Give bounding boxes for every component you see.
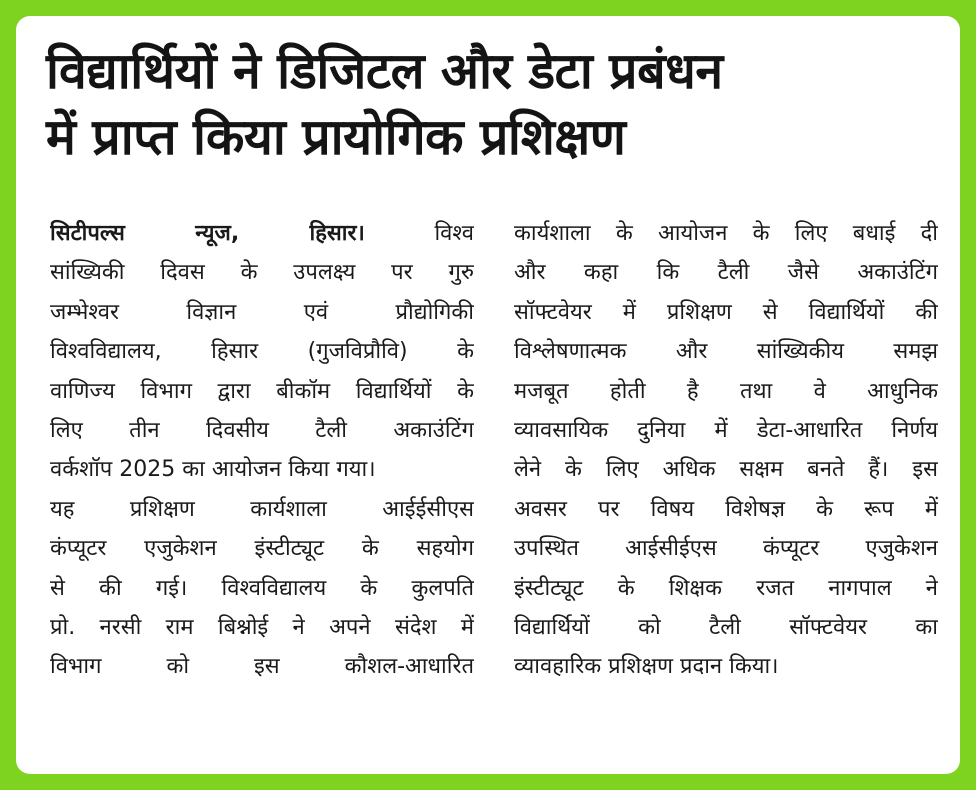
article-line: उपस्थित आईसीईएस कंप्यूटर एजुकेशन (514, 536, 938, 562)
article-line: इंस्टीट्यूट के शिक्षक रजत नागपाल ने (514, 575, 938, 601)
article-line: विभाग को इस कौशल-आधारित (50, 654, 474, 680)
headline-line-2: में प्राप्त किया प्रायोगिक प्रशिक्षण (46, 108, 626, 166)
article-line: सॉफ्टवेयर में प्रशिक्षण से विद्यार्थियों की (514, 299, 938, 325)
article-line: विश्वविद्यालय, हिसार (गुजविप्रौवि) के (50, 339, 474, 365)
article-line: व्यावसायिक दुनिया में डेटा-आधारित निर्णय (514, 418, 938, 444)
article-line: वर्कशॉप 2025 का आयोजन किया गया। (50, 457, 376, 483)
article-line: लिए तीन दिवसीय टैली अकाउंटिंग (50, 418, 474, 444)
article-line: जम्भेश्वर विज्ञान एवं प्रौद्योगिकी (50, 299, 474, 325)
article-line: प्रो. नरसी राम बिश्नोई ने अपने संदेश में (50, 615, 474, 641)
article-line: अवसर पर विषय विशेषज्ञ के रूप में (514, 496, 938, 522)
article-text: विश्व (364, 221, 474, 246)
article-line: विश्लेषणात्मक और सांख्यिकीय समझ (514, 339, 938, 365)
article-line: वाणिज्य विभाग द्वारा बीकॉम विद्यार्थियों के (50, 378, 474, 404)
article-line: विद्यार्थियों को टैली सॉफ्टवेयर का (514, 615, 938, 641)
article-line: यह प्रशिक्षण कार्यशाला आईईसीएस (50, 496, 474, 522)
article-line (50, 214, 474, 253)
article-line: कार्यशाला के आयोजन के लिए बधाई दी (514, 221, 938, 246)
article-line: कंप्यूटर एजुकेशन इंस्टीट्यूट के सहयोग (50, 536, 474, 562)
article-line: मजबूत होती है तथा वे आधुनिक (514, 378, 938, 404)
article-column-right (514, 214, 938, 687)
article-line: और कहा कि टैली जैसे अकाउंटिंग (514, 260, 938, 286)
headline (46, 38, 936, 170)
article-line: से की गई। विश्वविद्यालय के कुलपति (50, 575, 474, 601)
news-clipping (16, 16, 960, 774)
article-column-left (50, 214, 474, 687)
dateline: सिटीपल्स न्यूज, हिसार। (50, 221, 365, 246)
article-line: सांख्यिकी दिवस के उपलक्ष्य पर गुरु (50, 260, 474, 286)
article-line: व्यावहारिक प्रशिक्षण प्रदान किया। (514, 654, 779, 680)
headline-line-1: विद्यार्थियों ने डिजिटल और डेटा प्रबंधन (46, 42, 723, 100)
article-line: लेने के लिए अधिक सक्षम बनते हैं। इस (514, 457, 938, 483)
